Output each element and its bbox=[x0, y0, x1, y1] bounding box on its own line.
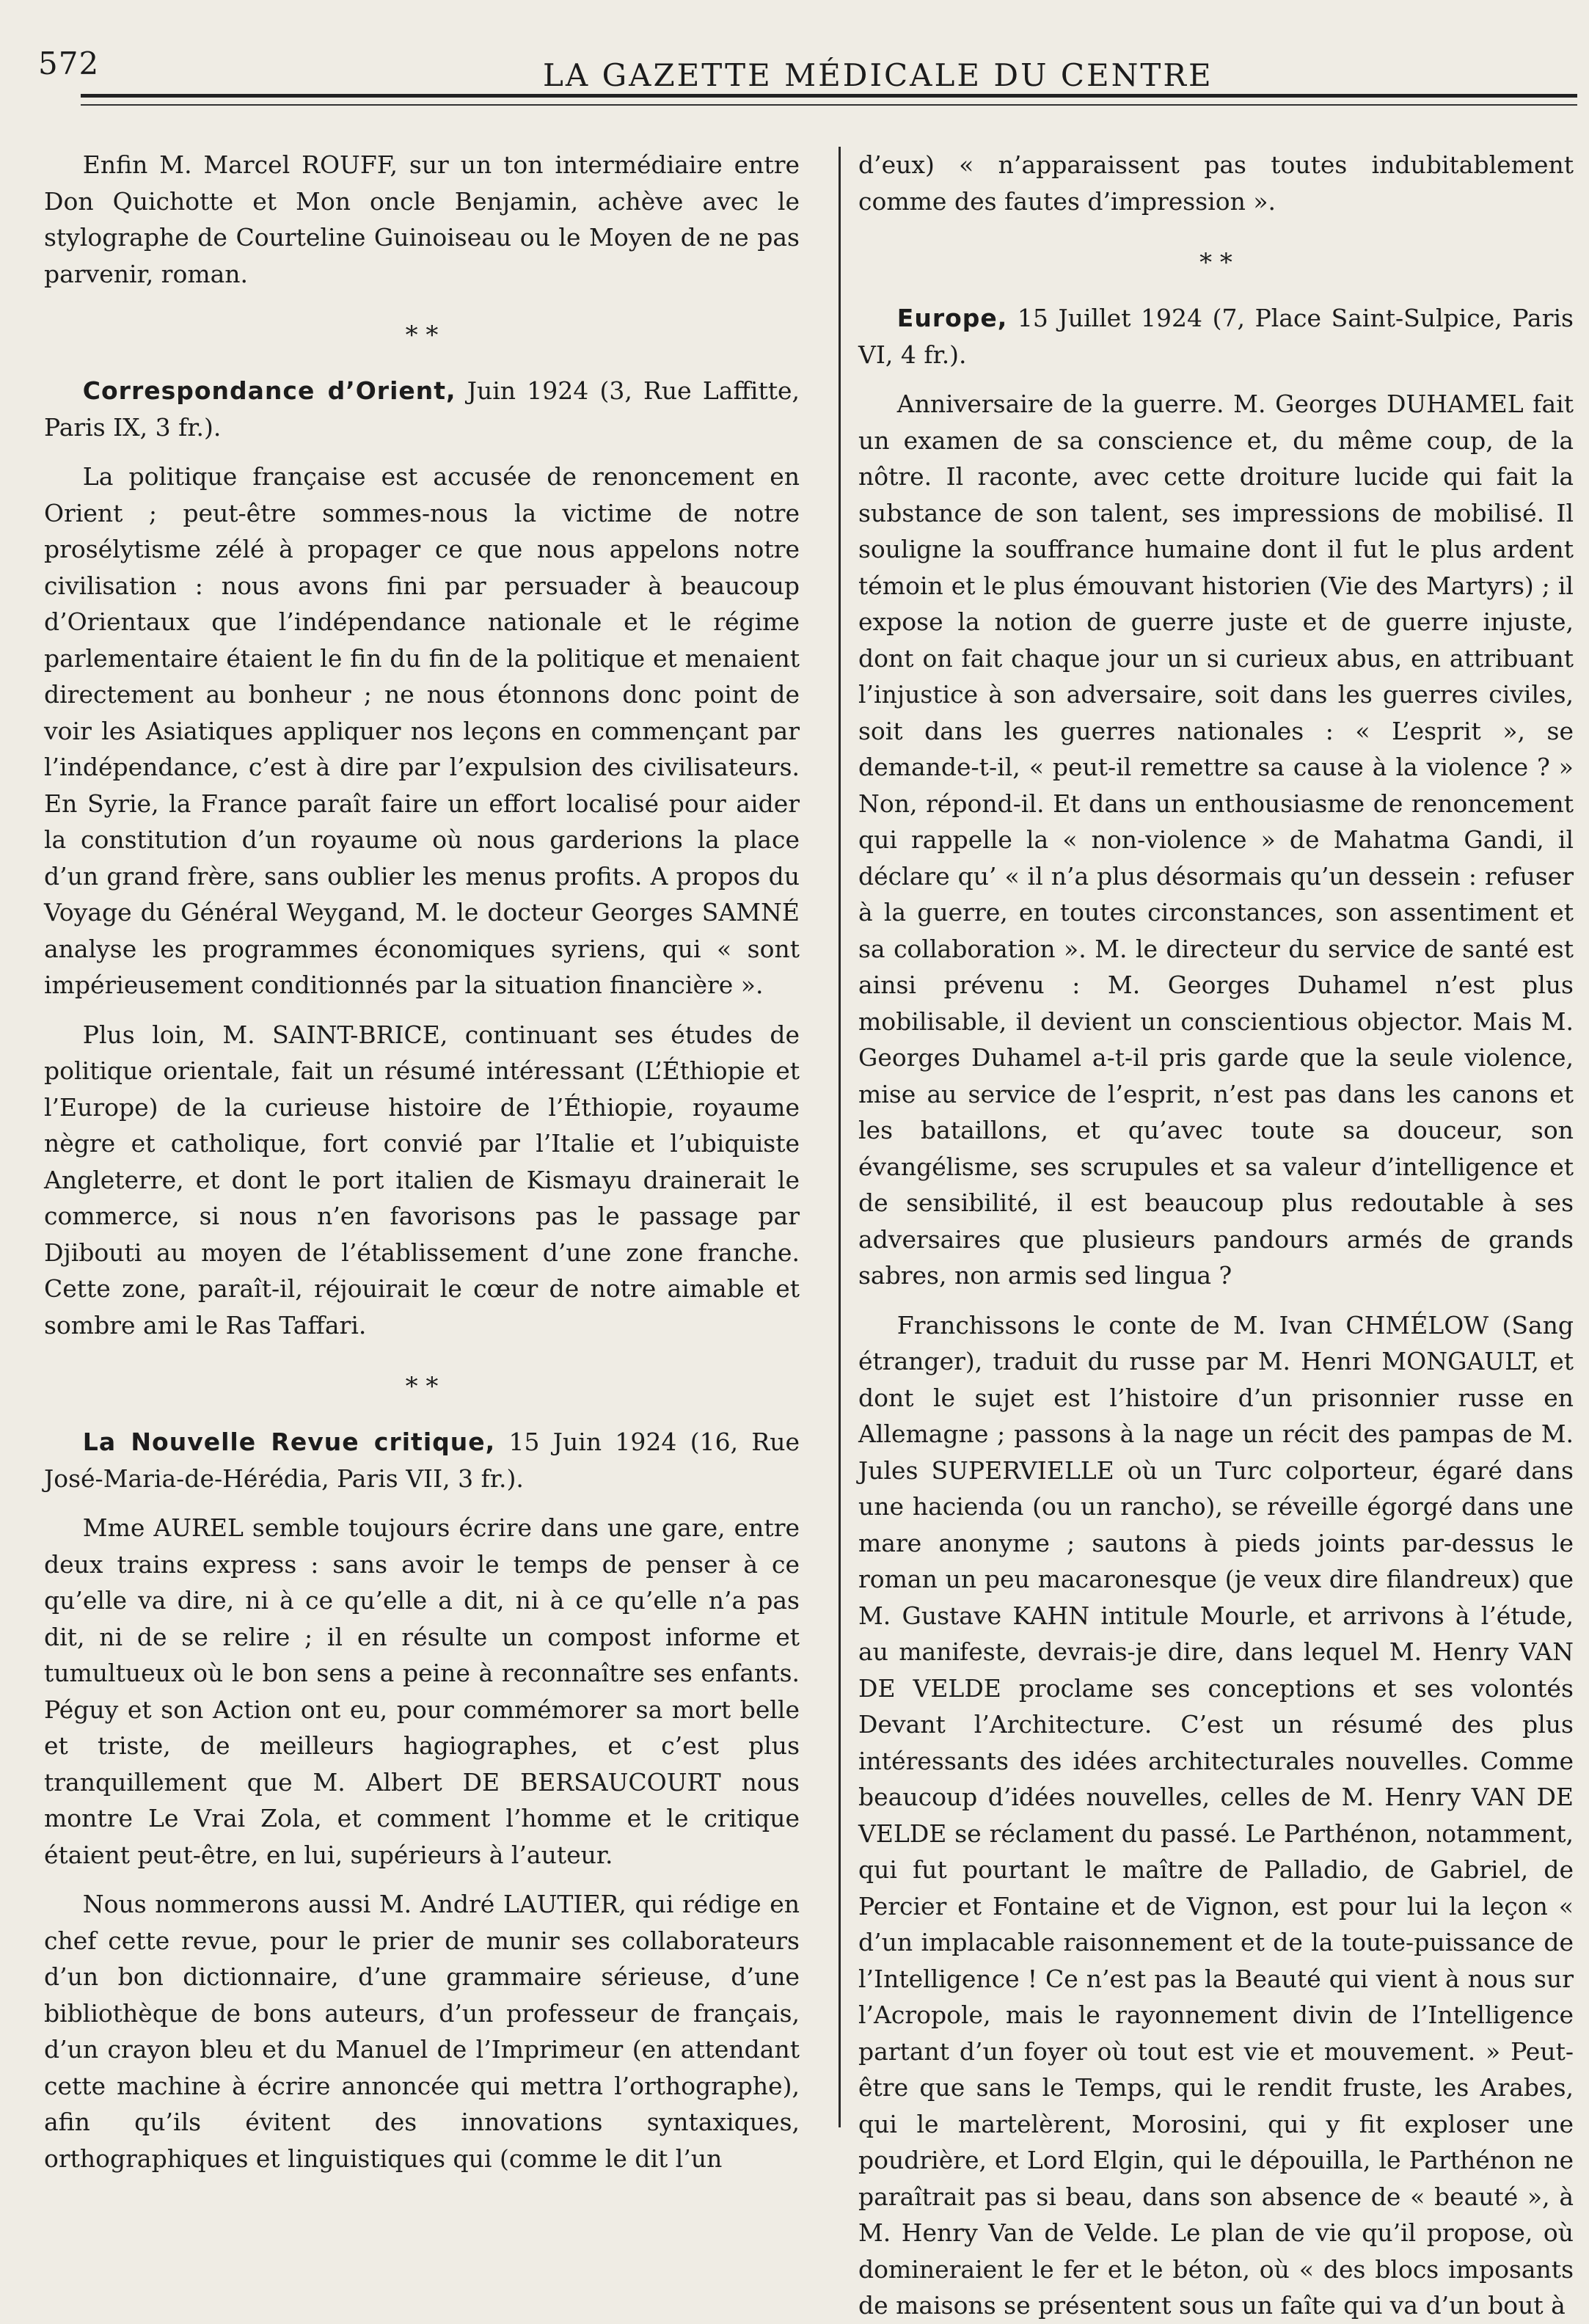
review-meta: 15 Juin 1924 (16, Rue José-Maria-de-Hérédia, Paris VII, 3 fr.). bbox=[44, 1428, 800, 1493]
running-title: LA GAZETTE MÉDICALE DU CENTRE bbox=[543, 57, 1213, 93]
header-rule bbox=[81, 94, 1577, 98]
review-heading bbox=[44, 1424, 800, 1497]
paragraph: Enfin M. Marcel ROUFF, sur un ton intermédiaire entre Don Quichotte et Mon oncle Benjamin, achève avec le stylographe de Courteline Guinoiseau ou le Moyen de ne pas parvenir, roman. bbox=[44, 150, 800, 288]
left-column bbox=[44, 147, 800, 2173]
page-header bbox=[0, 0, 1589, 110]
right-column bbox=[858, 147, 1574, 2320]
paragraph: La politique française est accusée de renoncement en Orient ; peut-être sommes-nous la victime de notre prosélytisme zélé à propager ce que nous appelons notre civilisation : nous avons fini par persuader à beaucoup d’Orientaux que l’indépendance nationale et le régime parlementaire étaient le fin du fin de la politique et menaient directement au bonheur ; ne nous étonnons donc point de voir les Asiatiques appliquer nos leçons en commençant par l’indépendance, c’est à dire par l’expulsion des civilisateurs. En Syrie, la France paraît faire un effort localisé pour aider la constitution d’un royaume où nous garderions la place d’un grand frère, sans oublier les menus profits. A propos du Voyage du Général Weygand, M. le docteur Georges SAMNÉ analyse les programmes économiques syriens, qui « sont impérieusement conditionnés par la situation financière ». bbox=[44, 462, 800, 999]
review-heading bbox=[44, 373, 800, 445]
section-separator: * * bbox=[1199, 248, 1232, 277]
review-title: La Nouvelle Revue critique, bbox=[82, 1428, 496, 1456]
page-number: 572 bbox=[38, 45, 100, 81]
paragraph: Anniversaire de la guerre. M. Georges DUHAMEL fait un examen de sa conscience et, du même coup, de la nôtre. Il raconte, avec cette droiture lucide qui fait la substance de son talent, ses impressions de mobilisé. Il souligne la souffrance humaine dont il fut le plus ardent témoin et le plus émouvant historien (Vie des Martyrs) ; il expose la notion de guerre juste et de guerre injuste, dont on fait chaque jour un si curieux abus, en attribuant l’injustice à son adversaire, soit dans les guerres civiles, soit dans les guerres nationales : « L’esprit », se demande-t-il, « peut-il remettre sa cause à la violence ? » Non, répond-il. Et dans un enthousiasme de renoncement qui rappelle la « non-violence » de Mahatma Gandi, il déclare qu’ « il n’a plus désormais qu’un dessein : refuser à la guerre, en toutes circonstances, son assentiment et sa collaboration ». M. le directeur du service de santé est ainsi prévenu : M. Georges Duhamel n’est plus mobilisable, il devient un conscientious objector. Mais M. Georges Duhamel a-t-il pris garde que la seule violence, mise au service de l’esprit, n’est pas dans les canons et les bataillons, et qu’avec toute sa douceur, son évangélisme, ses scrupules et sa valeur d’intelligence et de sensibilité, il est beaucoup plus redoutable à ses adversaires que plusieurs pandours armés de grands sabres, non armis sed lingua ? bbox=[858, 390, 1574, 1290]
section-separator: * * bbox=[405, 321, 439, 350]
paragraph: Mme AUREL semble toujours écrire dans une gare, entre deux trains express : sans avoir le temps de penser à ce qu’elle va dire, ni à ce qu’elle a dit, ni à ce qu’elle n’a pas dit, ni de se relire ; il en résulte un compost informe et tumultueux où le bon sens a peine à reconnaître ses enfants. Péguy et son Action ont eu, pour commémorer sa mort belle et triste, de meilleurs hagiographes, et c’est plus tranquillement que M. Albert DE BERSAUCOURT nous montre Le Vrai Zola, et comment l’homme et le critique étaient peut-être, en lui, supérieurs à l’auteur. bbox=[44, 1513, 800, 1869]
review-meta: Juin 1924 (3, Rue Laffitte, Paris IX, 3 fr.). bbox=[44, 376, 800, 442]
paragraph: d’eux) « n’apparaissent pas toutes indubitablement comme des fautes d’impression ». bbox=[858, 150, 1574, 216]
column-divider bbox=[839, 147, 841, 2127]
paragraph: Nous nommerons aussi M. André LAUTIER, qui rédige en chef cette revue, pour le prier de munir ses collaborateurs d’un bon dictionnaire, d’une grammaire sérieuse, d’une bibliothèque de bons auteurs, d’un professeur de français, d’un crayon bleu et du Manuel de l’Imprimeur (en attendant cette machine à écrire annoncée qui mettra l’orthographe), afin qu’ils évitent des innovations syntaxiques, orthographiques et linguistiques qui (comme le dit l’un bbox=[44, 1890, 800, 2173]
paragraph: Plus loin, M. SAINT-BRICE, continuant ses études de politique orientale, fait un résumé intéressant (L’Éthiopie et l’Europe) de la curieuse histoire de l’Éthiopie, royaume nègre et catholique, fort convié par l’Italie et l’ubiquiste Angleterre, et dont le port italien de Kismayu drainerait le commerce, si nous n’en favorisons pas le passage par Djibouti au moyen de l’établissement d’une zone franche. Cette zone, paraît-il, réjouirait le cœur de notre aimable et sombre ami le Ras Taffari. bbox=[44, 1020, 800, 1340]
review-heading bbox=[858, 300, 1574, 373]
paragraph: Franchissons le conte de M. Ivan CHMÉLOW (Sang étranger), traduit du russe par M. Henri MONGAULT, et dont le sujet est l’histoire d’un prisonnier russe en Allemagne ; passons à la nage un récit des pampas de M. Jules SUPERVIELLE où un Turc colporteur, égaré dans une hacienda (ou un rancho), se réveille égorgé dans une mare anonyme ; sautons à pieds joints par-dessus le roman un peu macaronesque (je veux dire filandreux) que M. Gustave KAHN intitule Mourle, et arrivons à l’étude, au manifeste, devrais-je dire, dans lequel M. Henry VAN DE VELDE proclame ses conceptions et ses volontés Devant l’Architecture. C’est un résumé des plus intéressants des idées architecturales nouvelles. Comme beaucoup d’idées nouvelles, celles de M. Henry VAN DE VELDE se réclament du passé. Le Parthénon, notamment, qui fut pourtant le maître de Palladio, de Gabriel, de Percier et Fontaine et de Vignon, est pour lui la leçon « d’un implacable raisonnement et de la toute-puissance de l’Intelligence ! Ce n’est pas la Beauté qui vient à nous sur l’Acropole, mais le rayonnement divin de l’Intelligence partant d’un foyer où tout est vie et mouvement. » Peut-être que sans le Temps, qui le rendit fruste, les Arabes, qui le martelèrent, Morosini, qui y fit exploser une poudrière, et Lord Elgin, qui le dépouilla, le Parthénon ne paraîtrait pas si beau, dans son absence de « beauté », à M. Henry Van de Velde. Le plan de vie qu’il propose, où domineraient le fer et le béton, où « des blocs imposants de maisons se présentent sous un faîte qui va d’un bout à bbox=[858, 1310, 1574, 2320]
review-meta: 15 Juillet 1924 (7, Place Saint-Sulpice, Paris VI, 4 fr.). bbox=[858, 304, 1574, 369]
section-separator: * * bbox=[405, 1372, 439, 1401]
review-title: Europe, bbox=[896, 304, 1008, 332]
review-title: Correspondance d’Orient, bbox=[82, 376, 456, 405]
header-rule-thin bbox=[81, 104, 1577, 106]
